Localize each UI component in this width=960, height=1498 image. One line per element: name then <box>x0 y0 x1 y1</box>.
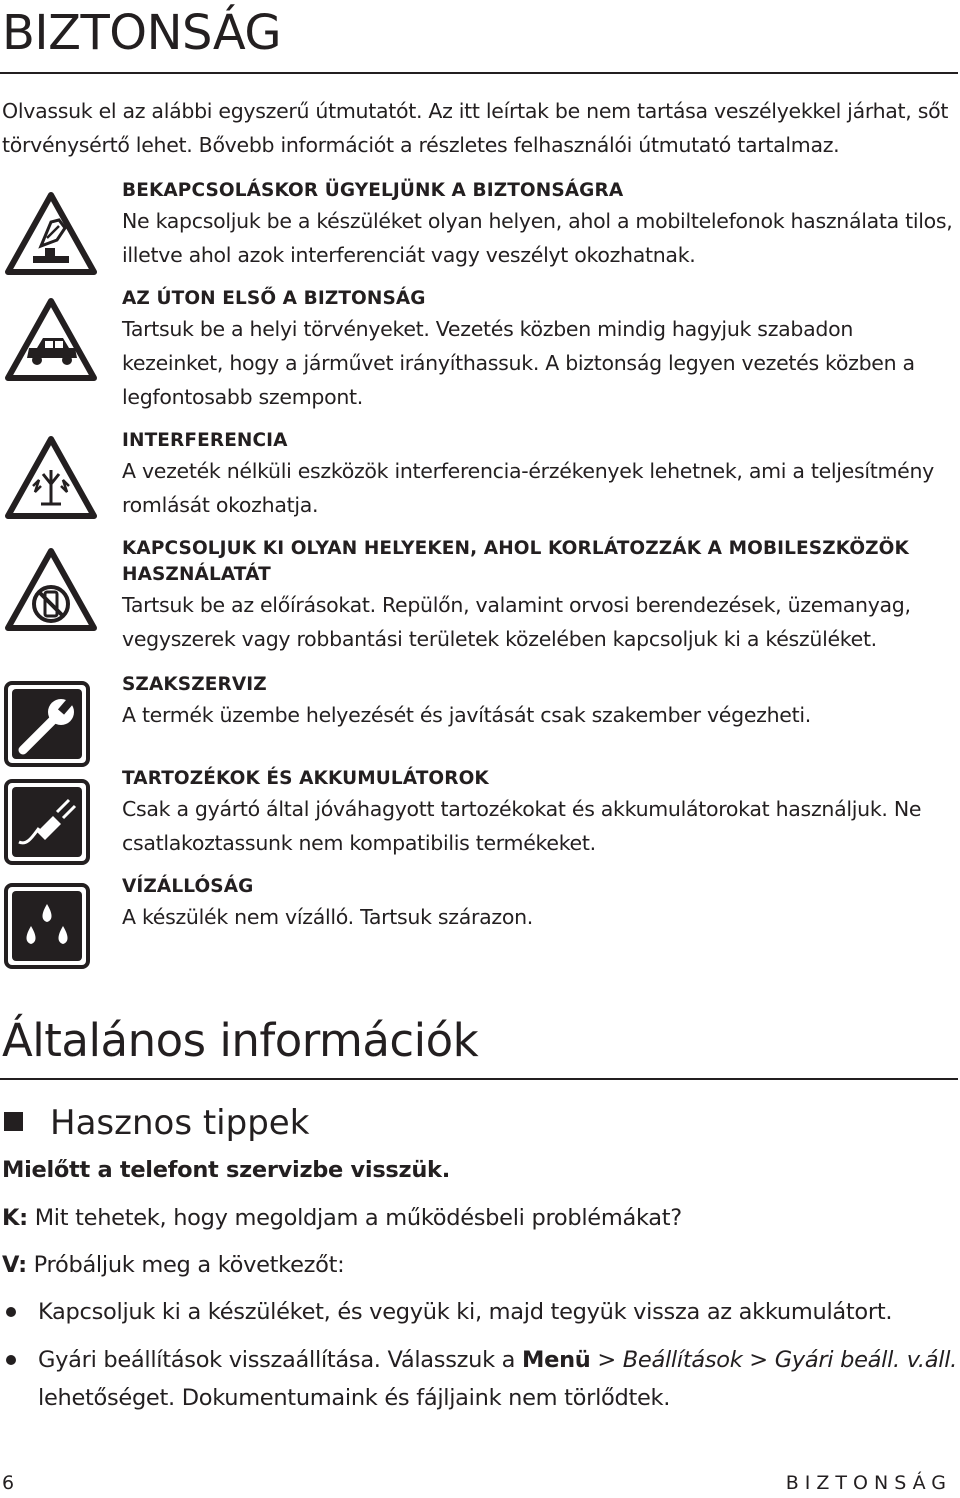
intro-paragraph: Olvassuk el az alábbi egyszerű útmutatót. Az itt leírtak be nem tartása veszélyekkel járhat, sőt törvénysértő lehet. Bővebb információt a részletes felhasználói útmutató tartalmaz. <box>2 99 949 157</box>
section-body: A termék üzembe helyezését és javítását csak szakember végezheti. <box>122 703 811 727</box>
water-drops-icon <box>3 882 91 970</box>
menu-path-item: Gyári beáll. v.áll. <box>774 1347 958 1373</box>
safety-section-road <box>122 286 958 414</box>
section-title: INTERFERENCIA <box>122 430 288 451</box>
section-title: SZAKSZERVIZ <box>122 674 267 695</box>
switch-on-safely-icon <box>3 190 99 278</box>
section-title: TARTOZÉKOK ÉS AKKUMULÁTOROK <box>122 768 489 789</box>
bullet-dot-icon <box>6 1355 16 1365</box>
section-body: Tartsuk be az előírásokat. Repülőn, valamint orvosi berendezések, üzemanyag, vegyszerek vagy robbantási területek közelében kapcsoljuk ki a készüléket. <box>122 593 911 651</box>
menu-path-item: Menü <box>522 1347 591 1373</box>
page-title: BIZTONSÁG <box>2 5 282 61</box>
section-body: Ne kapcsoljuk be a készüléket olyan helyen, ahol a mobiltelefonok használata tilos, illetve ahol azok interferenciát vagy veszélyt okozhatnak. <box>122 209 953 267</box>
section-title: AZ ÚTON ELSŐ A BIZTONSÁG <box>122 288 426 309</box>
section-title: KAPCSOLJUK KI OLYAN HELYEKEN, AHOL KORLÁTOZZÁK A MOBILESZKÖZÖK HASZNÁLATÁT <box>122 538 909 585</box>
section-title: VÍZÁLLÓSÁG <box>122 876 254 897</box>
safety-section-switch-on <box>122 178 958 272</box>
phone-prohibited-icon <box>3 546 99 634</box>
safety-section-water <box>122 874 958 934</box>
section-body: A vezeték nélküli eszközök interferencia-érzékenyek lehetnek, ami a teljesítmény romlását okozhatja. <box>122 459 935 517</box>
answer-label: V: <box>2 1252 27 1278</box>
question-text: Mit tehetek, hogy megoldjam a működésbeli problémákat? <box>27 1205 682 1231</box>
safety-section-restricted <box>122 536 958 656</box>
safety-section-interference <box>122 428 958 522</box>
menu-path-separator: > <box>590 1347 623 1373</box>
section-body: A készülék nem vízálló. Tartsuk szárazon. <box>122 905 533 929</box>
bullet-text: lehetőséget. Dokumentumaink és fájljaink nem törlődtek. <box>38 1385 671 1411</box>
safety-section-accessories <box>122 766 958 860</box>
section-body: Tartsuk be a helyi törvényeket. Vezetés közben mindig hagyjuk szabadon kezeinket, hogy a járművet irányíthassuk. A biztonság legyen vezetés közben a legfontosabb szempont. <box>122 317 915 409</box>
bullet-dot-icon <box>6 1307 16 1317</box>
menu-path-separator: > <box>742 1347 775 1373</box>
safety-section-service <box>122 672 958 732</box>
running-title: BIZTONSÁG <box>785 1472 952 1494</box>
bullet-item <box>38 1341 958 1417</box>
section-title: BEKAPCSOLÁSKOR ÜGYELJÜNK A BIZTONSÁGRA <box>122 180 624 201</box>
charger-plug-icon <box>3 778 91 866</box>
road-safety-car-icon <box>3 296 99 384</box>
title-divider <box>0 72 958 74</box>
interference-antenna-icon <box>3 434 99 522</box>
question <box>2 1201 682 1235</box>
square-bullet-icon <box>4 1112 23 1131</box>
wrench-service-icon <box>3 680 91 768</box>
bullet-item: Kapcsoljuk ki a készüléket, és vegyük ki, majd tegyük vissza az akkumulátort. <box>38 1299 893 1325</box>
general-heading: Általános információk <box>2 1014 479 1067</box>
question-label: K: <box>2 1205 28 1231</box>
general-divider <box>0 1078 958 1080</box>
bullet-text: Gyári beállítások visszaállítása. Válasszuk a <box>38 1347 523 1373</box>
page-number: 6 <box>2 1472 15 1494</box>
menu-path-item: Beállítások <box>622 1347 743 1373</box>
section-body: Csak a gyártó által jóváhagyott tartozékokat és akkumulátorokat használjuk. Ne csatlakoztassunk nem kompatibilis termékeket. <box>122 797 922 855</box>
answer <box>2 1248 344 1282</box>
tips-heading: Hasznos tippek <box>50 1103 310 1143</box>
answer-text: Próbáljuk meg a következőt: <box>26 1252 345 1278</box>
before-service-heading: Mielőtt a telefont szervizbe visszük. <box>2 1157 450 1183</box>
